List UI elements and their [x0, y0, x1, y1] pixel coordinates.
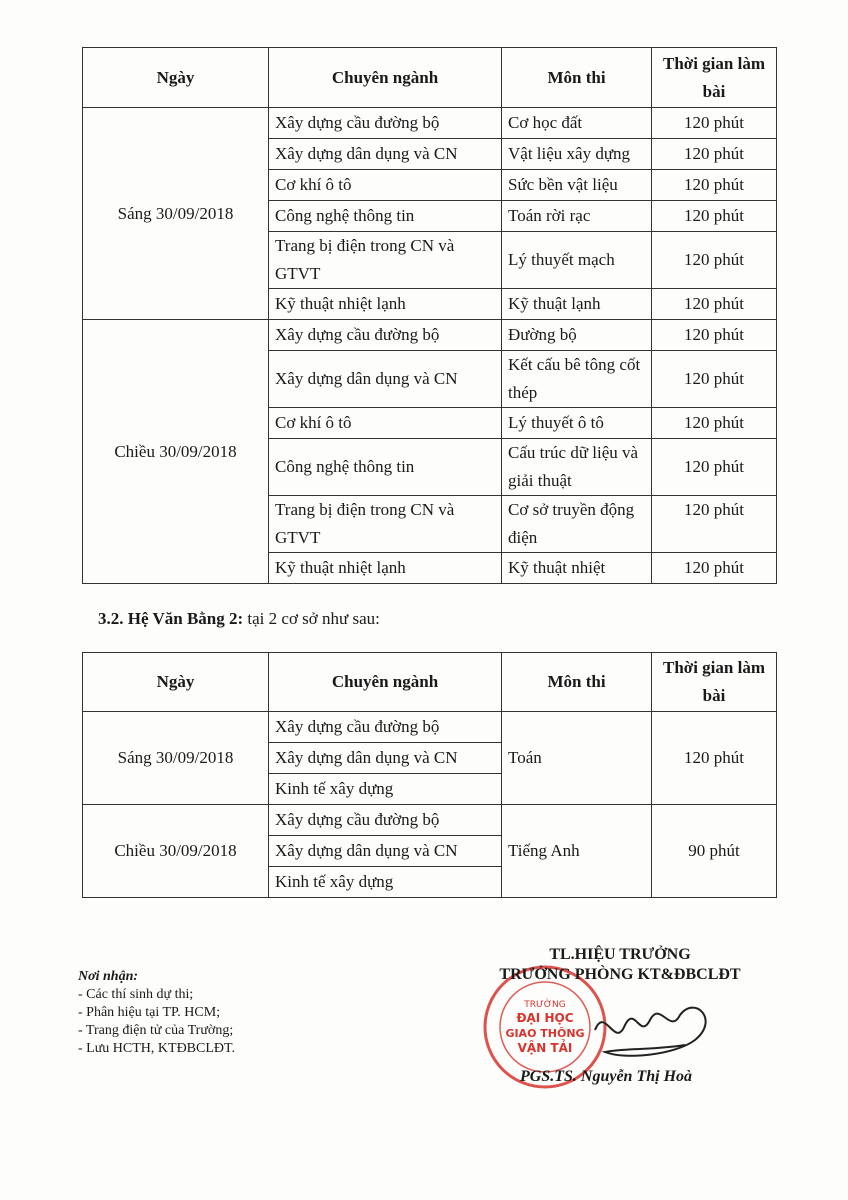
- recipients-title: Nơi nhận:: [78, 969, 139, 984]
- major-cell: Xây dựng dân dụng và CN: [269, 351, 502, 408]
- header-date: Ngày: [83, 653, 269, 712]
- major-cell: Kinh tế xây dựng: [269, 774, 502, 805]
- recipient-item: - Lưu HCTH, KTĐBCLĐT.: [78, 1041, 236, 1056]
- subject-cell: Toán: [502, 712, 652, 805]
- major-cell: Kỹ thuật nhiệt lạnh: [269, 553, 502, 584]
- signature-line-2: TRƯỞNG PHÒNG KT&ĐBCLĐT: [499, 966, 741, 983]
- exam-schedule-table-2: [82, 652, 777, 898]
- subject-cell: Toán rời rạc: [502, 201, 652, 232]
- subject-cell: Vật liệu xây dựng: [502, 139, 652, 170]
- header-major: Chuyên ngành: [269, 48, 502, 108]
- major-cell: Xây dựng cầu đường bộ: [269, 108, 502, 139]
- seal-line-3: GIAO THÔNG: [505, 1027, 585, 1040]
- signature-line-1: TL.HIỆU TRƯỞNG: [549, 946, 691, 963]
- duration-cell: 120 phút: [652, 139, 777, 170]
- section-rest: tại 2 cơ sở như sau:: [243, 609, 380, 628]
- subject-cell: Cơ sở truyền động điện: [502, 496, 652, 553]
- section-heading: [98, 609, 380, 629]
- subject-cell: Sức bền vật liệu: [502, 170, 652, 201]
- major-cell: Xây dựng cầu đường bộ: [269, 320, 502, 351]
- duration-cell: 120 phút: [652, 289, 777, 320]
- duration-cell: 120 phút: [652, 170, 777, 201]
- day-cell: Sáng 30/09/2018: [83, 712, 269, 805]
- header-subject: Môn thi: [502, 48, 652, 108]
- day-cell: Chiều 30/09/2018: [83, 805, 269, 898]
- subject-cell: Lý thuyết ô tô: [502, 408, 652, 439]
- subject-cell: Lý thuyết mạch: [502, 232, 652, 289]
- subject-cell: Kỹ thuật lạnh: [502, 289, 652, 320]
- recipient-item: - Trang điện tử của Trường;: [78, 1023, 234, 1038]
- seal-line-1: TRƯỜNG: [524, 1000, 566, 1010]
- duration-cell: 120 phút: [652, 108, 777, 139]
- subject-cell: Đường bộ: [502, 320, 652, 351]
- subject-cell: Tiếng Anh: [502, 805, 652, 898]
- duration-cell: 120 phút: [652, 496, 777, 553]
- handwritten-signature-icon: [585, 1000, 725, 1065]
- recipient-item: - Phân hiệu tại TP. HCM;: [78, 1005, 221, 1020]
- major-cell: Trang bị điện trong CN và GTVT: [269, 232, 502, 289]
- major-cell: Kinh tế xây dựng: [269, 867, 502, 898]
- header-duration: Thời gian làm bài: [652, 653, 777, 712]
- major-cell: Công nghệ thông tin: [269, 201, 502, 232]
- major-cell: Xây dựng cầu đường bộ: [269, 805, 502, 836]
- duration-cell: 120 phút: [652, 201, 777, 232]
- major-cell: Xây dựng dân dụng và CN: [269, 836, 502, 867]
- duration-cell: 120 phút: [652, 439, 777, 496]
- subject-cell: Kết cấu bê tông cốt thép: [502, 351, 652, 408]
- seal-line-2: ĐẠI HỌC: [516, 1011, 574, 1025]
- section-title: Hệ Văn Bằng 2:: [127, 609, 244, 628]
- recipient-item: - Các thí sinh dự thi;: [78, 987, 194, 1002]
- signature-title: [470, 945, 770, 985]
- signer-name: PGS.TS. Nguyễn Thị Hoà: [520, 1068, 693, 1085]
- seal-line-4: VẬN TẢI: [517, 1041, 573, 1055]
- subject-cell: Cơ học đất: [502, 108, 652, 139]
- header-subject: Môn thi: [502, 653, 652, 712]
- major-cell: Xây dựng dân dụng và CN: [269, 139, 502, 170]
- major-cell: Trang bị điện trong CN và GTVT: [269, 496, 502, 553]
- duration-cell: 120 phút: [652, 553, 777, 584]
- day-cell: Sáng 30/09/2018: [83, 108, 269, 320]
- major-cell: Kỹ thuật nhiệt lạnh: [269, 289, 502, 320]
- day-cell: Chiều 30/09/2018: [83, 320, 269, 584]
- duration-cell: 120 phút: [652, 320, 777, 351]
- duration-cell: 120 phút: [652, 232, 777, 289]
- major-cell: Công nghệ thông tin: [269, 439, 502, 496]
- header-date: Ngày: [83, 48, 269, 108]
- header-major: Chuyên ngành: [269, 653, 502, 712]
- section-number: 3.2.: [98, 609, 124, 628]
- duration-cell: 120 phút: [652, 351, 777, 408]
- major-cell: Xây dựng cầu đường bộ: [269, 712, 502, 743]
- major-cell: Cơ khí ô tô: [269, 170, 502, 201]
- header-duration: Thời gian làm bài: [652, 48, 777, 108]
- duration-cell: 90 phút: [652, 805, 777, 898]
- major-cell: Cơ khí ô tô: [269, 408, 502, 439]
- subject-cell: Cấu trúc dữ liệu và giải thuật: [502, 439, 652, 496]
- duration-cell: 120 phút: [652, 408, 777, 439]
- subject-cell: Kỹ thuật nhiệt: [502, 553, 652, 584]
- duration-cell: 120 phút: [652, 712, 777, 805]
- exam-schedule-table-1: [82, 47, 777, 584]
- recipients-block: [78, 968, 235, 1058]
- major-cell: Xây dựng dân dụng và CN: [269, 743, 502, 774]
